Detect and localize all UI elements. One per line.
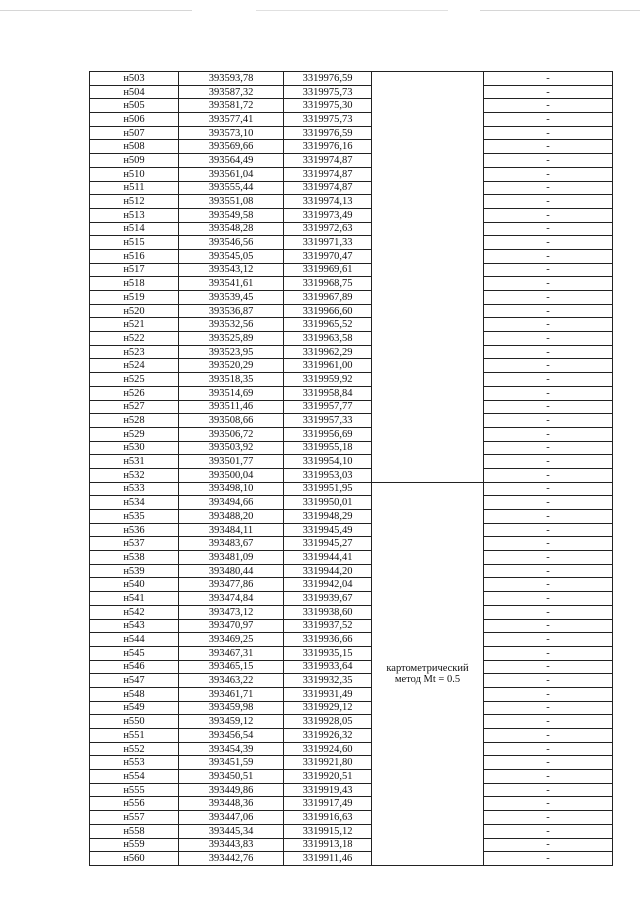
x-coord-cell: 393555,44	[179, 181, 284, 195]
accuracy-cell: -	[484, 687, 613, 701]
x-coord-cell: 393503,92	[179, 441, 284, 455]
x-coord-cell: 393474,84	[179, 592, 284, 606]
accuracy-cell: -	[484, 646, 613, 660]
y-coord-cell: 3319955,18	[284, 441, 372, 455]
table-row	[90, 400, 613, 414]
y-coord-cell: 3319953,03	[284, 468, 372, 482]
table-row	[90, 154, 613, 168]
accuracy-cell: -	[484, 140, 613, 154]
x-coord-cell: 393494,66	[179, 496, 284, 510]
x-coord-cell: 393459,12	[179, 715, 284, 729]
x-coord-cell: 393518,35	[179, 373, 284, 387]
y-coord-cell: 3319919,43	[284, 783, 372, 797]
point-id-cell: н527	[90, 400, 179, 414]
x-coord-cell: 393481,09	[179, 551, 284, 565]
y-coord-cell: 3319962,29	[284, 345, 372, 359]
accuracy-cell: -	[484, 564, 613, 578]
table-row	[90, 167, 613, 181]
y-coord-cell: 3319967,89	[284, 291, 372, 305]
table-row	[90, 674, 613, 688]
point-id-cell: н540	[90, 578, 179, 592]
point-id-cell: н507	[90, 126, 179, 140]
table-row	[90, 140, 613, 154]
point-id-cell: н554	[90, 770, 179, 784]
table-row	[90, 756, 613, 770]
x-coord-cell: 393573,10	[179, 126, 284, 140]
accuracy-cell: -	[484, 852, 613, 866]
point-id-cell: н525	[90, 373, 179, 387]
table-row	[90, 564, 613, 578]
point-id-cell: н515	[90, 236, 179, 250]
x-coord-cell: 393536,87	[179, 304, 284, 318]
y-coord-cell: 3319958,84	[284, 386, 372, 400]
table-row	[90, 715, 613, 729]
point-id-cell: н550	[90, 715, 179, 729]
y-coord-cell: 3319933,64	[284, 660, 372, 674]
accuracy-cell: -	[484, 304, 613, 318]
point-id-cell: н522	[90, 332, 179, 346]
point-id-cell: н533	[90, 482, 179, 496]
table-row	[90, 537, 613, 551]
point-id-cell: н505	[90, 99, 179, 113]
point-id-cell: н521	[90, 318, 179, 332]
point-id-cell: н539	[90, 564, 179, 578]
point-id-cell: н523	[90, 345, 179, 359]
x-coord-cell: 393525,89	[179, 332, 284, 346]
table-row	[90, 468, 613, 482]
point-id-cell: н534	[90, 496, 179, 510]
y-coord-cell: 3319948,29	[284, 510, 372, 524]
table-row	[90, 222, 613, 236]
table-row	[90, 441, 613, 455]
table-row	[90, 605, 613, 619]
y-coord-cell: 3319950,01	[284, 496, 372, 510]
point-id-cell: н503	[90, 72, 179, 86]
accuracy-cell: -	[484, 318, 613, 332]
table-row	[90, 551, 613, 565]
x-coord-cell: 393587,32	[179, 85, 284, 99]
x-coord-cell: 393477,86	[179, 578, 284, 592]
x-coord-cell: 393511,46	[179, 400, 284, 414]
point-id-cell: н547	[90, 674, 179, 688]
point-id-cell: н528	[90, 414, 179, 428]
method-cell	[372, 482, 484, 865]
point-id-cell: н506	[90, 113, 179, 127]
x-coord-cell: 393448,36	[179, 797, 284, 811]
point-id-cell: н536	[90, 523, 179, 537]
x-coord-cell: 393449,86	[179, 783, 284, 797]
x-coord-cell: 393442,76	[179, 852, 284, 866]
y-coord-cell: 3319975,73	[284, 85, 372, 99]
x-coord-cell: 393569,66	[179, 140, 284, 154]
accuracy-cell: -	[484, 154, 613, 168]
table-row	[90, 359, 613, 373]
accuracy-cell: -	[484, 715, 613, 729]
accuracy-cell: -	[484, 427, 613, 441]
x-coord-cell: 393445,34	[179, 824, 284, 838]
table-row	[90, 263, 613, 277]
point-id-cell: н526	[90, 386, 179, 400]
x-coord-cell: 393463,22	[179, 674, 284, 688]
accuracy-cell: -	[484, 619, 613, 633]
accuracy-cell: -	[484, 633, 613, 647]
table-row	[90, 386, 613, 400]
y-coord-cell: 3319917,49	[284, 797, 372, 811]
x-coord-cell: 393443,83	[179, 838, 284, 852]
accuracy-cell: -	[484, 99, 613, 113]
x-coord-cell: 393488,20	[179, 510, 284, 524]
y-coord-cell: 3319976,16	[284, 140, 372, 154]
x-coord-cell: 393498,10	[179, 482, 284, 496]
y-coord-cell: 3319974,87	[284, 181, 372, 195]
point-id-cell: н555	[90, 783, 179, 797]
table-row	[90, 332, 613, 346]
y-coord-cell: 3319954,10	[284, 455, 372, 469]
accuracy-cell: -	[484, 770, 613, 784]
accuracy-cell: -	[484, 85, 613, 99]
accuracy-cell: -	[484, 249, 613, 263]
y-coord-cell: 3319966,60	[284, 304, 372, 318]
x-coord-cell: 393593,78	[179, 72, 284, 86]
point-id-cell: н559	[90, 838, 179, 852]
accuracy-cell: -	[484, 496, 613, 510]
table-row	[90, 126, 613, 140]
table-row	[90, 687, 613, 701]
y-coord-cell: 3319942,04	[284, 578, 372, 592]
y-coord-cell: 3319974,13	[284, 195, 372, 209]
x-coord-cell: 393539,45	[179, 291, 284, 305]
point-id-cell: н512	[90, 195, 179, 209]
accuracy-cell: -	[484, 660, 613, 674]
method-text-line: метод Mt = 0.5	[394, 673, 461, 685]
table-row	[90, 701, 613, 715]
accuracy-cell: -	[484, 468, 613, 482]
coordinates-table-body	[90, 72, 613, 866]
x-coord-cell: 393470,97	[179, 619, 284, 633]
x-coord-cell: 393483,67	[179, 537, 284, 551]
y-coord-cell: 3319971,33	[284, 236, 372, 250]
table-row	[90, 824, 613, 838]
accuracy-cell: -	[484, 701, 613, 715]
table-row	[90, 578, 613, 592]
accuracy-cell: -	[484, 455, 613, 469]
x-coord-cell: 393451,59	[179, 756, 284, 770]
table-row	[90, 427, 613, 441]
table-row	[90, 482, 613, 496]
point-id-cell: н511	[90, 181, 179, 195]
point-id-cell: н519	[90, 291, 179, 305]
point-id-cell: н560	[90, 852, 179, 866]
table-row	[90, 249, 613, 263]
y-coord-cell: 3319961,00	[284, 359, 372, 373]
accuracy-cell: -	[484, 208, 613, 222]
accuracy-cell: -	[484, 783, 613, 797]
x-coord-cell: 393465,15	[179, 660, 284, 674]
coordinates-table	[89, 71, 613, 866]
y-coord-cell: 3319970,47	[284, 249, 372, 263]
x-coord-cell: 393577,41	[179, 113, 284, 127]
point-id-cell: н513	[90, 208, 179, 222]
y-coord-cell: 3319937,52	[284, 619, 372, 633]
y-coord-cell: 3319926,32	[284, 729, 372, 743]
point-id-cell: н509	[90, 154, 179, 168]
point-id-cell: н557	[90, 811, 179, 825]
point-id-cell: н538	[90, 551, 179, 565]
x-coord-cell: 393549,58	[179, 208, 284, 222]
accuracy-cell: -	[484, 291, 613, 305]
point-id-cell: н553	[90, 756, 179, 770]
accuracy-cell: -	[484, 756, 613, 770]
y-coord-cell: 3319959,92	[284, 373, 372, 387]
x-coord-cell: 393548,28	[179, 222, 284, 236]
table-row	[90, 345, 613, 359]
y-coord-cell: 3319944,20	[284, 564, 372, 578]
accuracy-cell: -	[484, 797, 613, 811]
accuracy-cell: -	[484, 359, 613, 373]
y-coord-cell: 3319915,12	[284, 824, 372, 838]
table-row	[90, 496, 613, 510]
point-id-cell: н545	[90, 646, 179, 660]
x-coord-cell: 393501,77	[179, 455, 284, 469]
point-id-cell: н556	[90, 797, 179, 811]
y-coord-cell: 3319932,35	[284, 674, 372, 688]
table-row	[90, 85, 613, 99]
accuracy-cell: -	[484, 332, 613, 346]
y-coord-cell: 3319931,49	[284, 687, 372, 701]
x-coord-cell: 393450,51	[179, 770, 284, 784]
point-id-cell: н504	[90, 85, 179, 99]
y-coord-cell: 3319973,49	[284, 208, 372, 222]
y-coord-cell: 3319920,51	[284, 770, 372, 784]
table-row	[90, 236, 613, 250]
table-row	[90, 414, 613, 428]
point-id-cell: н541	[90, 592, 179, 606]
x-coord-cell: 393461,71	[179, 687, 284, 701]
y-coord-cell: 3319945,27	[284, 537, 372, 551]
x-coord-cell: 393581,72	[179, 99, 284, 113]
accuracy-cell: -	[484, 523, 613, 537]
table-row	[90, 838, 613, 852]
table-row	[90, 113, 613, 127]
point-id-cell: н537	[90, 537, 179, 551]
y-coord-cell: 3319911,46	[284, 852, 372, 866]
x-coord-cell: 393508,66	[179, 414, 284, 428]
y-coord-cell: 3319957,33	[284, 414, 372, 428]
x-coord-cell: 393473,12	[179, 605, 284, 619]
table-row	[90, 660, 613, 674]
accuracy-cell: -	[484, 605, 613, 619]
table-row	[90, 373, 613, 387]
x-coord-cell: 393500,04	[179, 468, 284, 482]
point-id-cell: н542	[90, 605, 179, 619]
x-coord-cell: 393447,06	[179, 811, 284, 825]
point-id-cell: н558	[90, 824, 179, 838]
x-coord-cell: 393467,31	[179, 646, 284, 660]
point-id-cell: н531	[90, 455, 179, 469]
accuracy-cell: -	[484, 578, 613, 592]
accuracy-cell: -	[484, 742, 613, 756]
x-coord-cell: 393564,49	[179, 154, 284, 168]
table-row	[90, 783, 613, 797]
accuracy-cell: -	[484, 441, 613, 455]
x-coord-cell: 393514,69	[179, 386, 284, 400]
accuracy-cell: -	[484, 386, 613, 400]
x-coord-cell: 393506,72	[179, 427, 284, 441]
x-coord-cell: 393459,98	[179, 701, 284, 715]
accuracy-cell: -	[484, 72, 613, 86]
accuracy-cell: -	[484, 181, 613, 195]
accuracy-cell: -	[484, 236, 613, 250]
x-coord-cell: 393520,29	[179, 359, 284, 373]
table-row	[90, 646, 613, 660]
table-row	[90, 195, 613, 209]
accuracy-cell: -	[484, 195, 613, 209]
y-coord-cell: 3319935,15	[284, 646, 372, 660]
y-coord-cell: 3319957,77	[284, 400, 372, 414]
accuracy-cell: -	[484, 126, 613, 140]
table-row	[90, 592, 613, 606]
x-coord-cell: 393543,12	[179, 263, 284, 277]
y-coord-cell: 3319913,18	[284, 838, 372, 852]
accuracy-cell: -	[484, 414, 613, 428]
point-id-cell: н518	[90, 277, 179, 291]
table-row	[90, 729, 613, 743]
table-row	[90, 455, 613, 469]
point-id-cell: н517	[90, 263, 179, 277]
accuracy-cell: -	[484, 674, 613, 688]
point-id-cell: н552	[90, 742, 179, 756]
y-coord-cell: 3319916,63	[284, 811, 372, 825]
x-coord-cell: 393541,61	[179, 277, 284, 291]
point-id-cell: н544	[90, 633, 179, 647]
scan-artifact-line	[0, 10, 640, 11]
accuracy-cell: -	[484, 113, 613, 127]
x-coord-cell: 393546,56	[179, 236, 284, 250]
table-row	[90, 304, 613, 318]
accuracy-cell: -	[484, 537, 613, 551]
x-coord-cell: 393532,56	[179, 318, 284, 332]
point-id-cell: н510	[90, 167, 179, 181]
table-row	[90, 742, 613, 756]
x-coord-cell: 393484,11	[179, 523, 284, 537]
x-coord-cell: 393456,54	[179, 729, 284, 743]
y-coord-cell: 3319951,95	[284, 482, 372, 496]
point-id-cell: н529	[90, 427, 179, 441]
x-coord-cell: 393523,95	[179, 345, 284, 359]
y-coord-cell: 3319965,52	[284, 318, 372, 332]
y-coord-cell: 3319924,60	[284, 742, 372, 756]
table-row	[90, 619, 613, 633]
accuracy-cell: -	[484, 824, 613, 838]
table-row	[90, 811, 613, 825]
y-coord-cell: 3319938,60	[284, 605, 372, 619]
accuracy-cell: -	[484, 277, 613, 291]
y-coord-cell: 3319974,87	[284, 154, 372, 168]
point-id-cell: н535	[90, 510, 179, 524]
accuracy-cell: -	[484, 838, 613, 852]
accuracy-cell: -	[484, 222, 613, 236]
table-row	[90, 852, 613, 866]
y-coord-cell: 3319969,61	[284, 263, 372, 277]
point-id-cell: н548	[90, 687, 179, 701]
table-row	[90, 797, 613, 811]
accuracy-cell: -	[484, 592, 613, 606]
point-id-cell: н549	[90, 701, 179, 715]
table-row	[90, 208, 613, 222]
accuracy-cell: -	[484, 400, 613, 414]
y-coord-cell: 3319975,73	[284, 113, 372, 127]
point-id-cell: н514	[90, 222, 179, 236]
y-coord-cell: 3319921,80	[284, 756, 372, 770]
table-row	[90, 523, 613, 537]
table-row	[90, 99, 613, 113]
point-id-cell: н524	[90, 359, 179, 373]
y-coord-cell: 3319968,75	[284, 277, 372, 291]
x-coord-cell: 393454,39	[179, 742, 284, 756]
y-coord-cell: 3319975,30	[284, 99, 372, 113]
point-id-cell: н520	[90, 304, 179, 318]
y-coord-cell: 3319945,49	[284, 523, 372, 537]
point-id-cell: н516	[90, 249, 179, 263]
x-coord-cell: 393551,08	[179, 195, 284, 209]
accuracy-cell: -	[484, 811, 613, 825]
point-id-cell: н508	[90, 140, 179, 154]
table-row	[90, 291, 613, 305]
point-id-cell: н551	[90, 729, 179, 743]
method-cell-empty	[372, 72, 484, 483]
table-row	[90, 633, 613, 647]
x-coord-cell: 393561,04	[179, 167, 284, 181]
table-row	[90, 72, 613, 86]
x-coord-cell: 393469,25	[179, 633, 284, 647]
table-row	[90, 277, 613, 291]
y-coord-cell: 3319963,58	[284, 332, 372, 346]
accuracy-cell: -	[484, 263, 613, 277]
y-coord-cell: 3319928,05	[284, 715, 372, 729]
point-id-cell: н532	[90, 468, 179, 482]
y-coord-cell: 3319929,12	[284, 701, 372, 715]
accuracy-cell: -	[484, 345, 613, 359]
y-coord-cell: 3319944,41	[284, 551, 372, 565]
x-coord-cell: 393545,05	[179, 249, 284, 263]
table-row	[90, 510, 613, 524]
method-text-line: картометрический	[386, 662, 469, 674]
y-coord-cell: 3319976,59	[284, 126, 372, 140]
y-coord-cell: 3319936,66	[284, 633, 372, 647]
y-coord-cell: 3319956,69	[284, 427, 372, 441]
table-row	[90, 318, 613, 332]
accuracy-cell: -	[484, 510, 613, 524]
point-id-cell: н543	[90, 619, 179, 633]
accuracy-cell: -	[484, 167, 613, 181]
point-id-cell: н546	[90, 660, 179, 674]
table-row	[90, 770, 613, 784]
accuracy-cell: -	[484, 373, 613, 387]
y-coord-cell: 3319974,87	[284, 167, 372, 181]
y-coord-cell: 3319976,59	[284, 72, 372, 86]
accuracy-cell: -	[484, 729, 613, 743]
x-coord-cell: 393480,44	[179, 564, 284, 578]
y-coord-cell: 3319972,63	[284, 222, 372, 236]
y-coord-cell: 3319939,67	[284, 592, 372, 606]
table-row	[90, 181, 613, 195]
point-id-cell: н530	[90, 441, 179, 455]
accuracy-cell: -	[484, 482, 613, 496]
accuracy-cell: -	[484, 551, 613, 565]
